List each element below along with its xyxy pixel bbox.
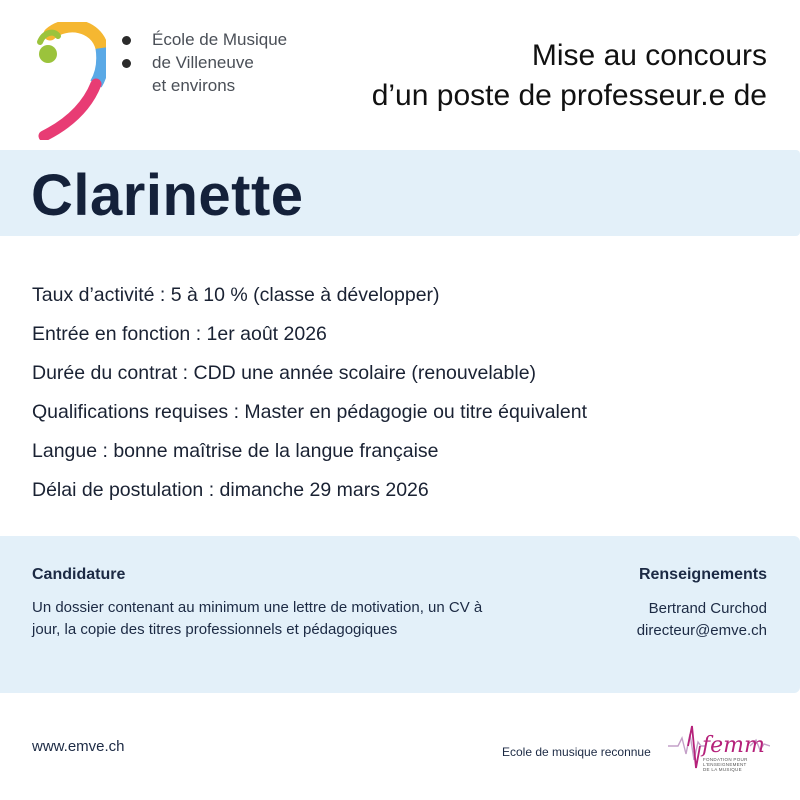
school-name-line: École de Musique <box>152 30 288 49</box>
contact-email-link[interactable]: directeur@emve.ch <box>636 622 767 639</box>
page-title: Clarinette <box>31 163 304 228</box>
candidature-text: Un dossier contenant au minimum une lettre de motivation, un CV à jour, la copie des titres professionnels et pédagogiques <box>32 599 483 638</box>
contact-name: Bertrand Curchod <box>648 600 767 617</box>
job-details-list <box>32 276 587 510</box>
school-name-line: et environs <box>152 76 236 95</box>
detail-item: Entrée en fonction : 1er août 2026 <box>32 323 327 345</box>
school-name-line: de Villeneuve <box>152 53 254 72</box>
recognition-text: Ecole de musique reconnue <box>502 745 651 759</box>
femm-logo-text: femm <box>702 733 765 758</box>
femm-subtitle-line: L'ENSEIGNEMENT <box>703 762 747 767</box>
website-link[interactable]: www.emve.ch <box>32 738 125 755</box>
femm-subtitle-line: DE LA MUSIQUE <box>703 767 742 772</box>
headline-line: Mise au concours <box>531 39 767 72</box>
candidature-heading: Candidature <box>32 566 126 583</box>
femm-subtitle <box>703 757 748 772</box>
detail-item: Durée du contrat : CDD une année scolaire (renouvelable) <box>32 362 537 384</box>
school-name <box>152 28 287 97</box>
bullet-dot-icon <box>122 59 131 68</box>
headline-line: d’un poste de professeur.e de <box>371 79 767 112</box>
detail-item: Délai de postulation : dimanche 29 mars 2026 <box>32 479 429 501</box>
detail-item: Qualifications requises : Master en pédagogie ou titre équivalent <box>32 401 587 423</box>
school-logo-icon <box>36 22 106 140</box>
bullet-dot-icon <box>122 36 131 45</box>
detail-item: Langue : bonne maîtrise de la langue française <box>32 440 439 462</box>
headline <box>372 36 767 116</box>
detail-item: Taux d’activité : 5 à 10 % (classe à développer) <box>32 284 440 306</box>
renseignements-heading: Renseignements <box>638 566 767 583</box>
femm-subtitle-line: FONDATION POUR <box>703 757 748 762</box>
